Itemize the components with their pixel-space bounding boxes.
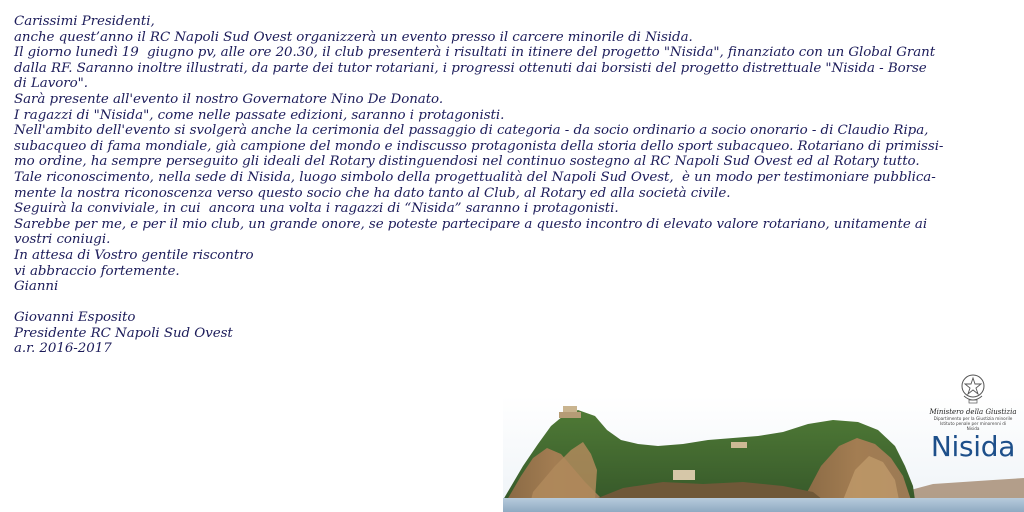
letter-line: Tale riconoscimento, nella sede di Nisida, luogo simbolo della progettualità del Napoli Sud Ovest, è un modo per testimoniare pubblica- [14, 169, 936, 185]
nisida-brand: Nisida [930, 430, 1016, 463]
letter-line: di Lavoro". [14, 76, 88, 92]
ministry-name: Ministero della Giustizia [929, 408, 1017, 416]
letter-body [14, 14, 1014, 357]
closing-line: In attesa di Vostro gentile riscontro [14, 247, 254, 263]
letter-line: Il giorno lunedì 19 giugno pv, alle ore 20.30, il club presenterà i risultati in itinere del progetto "Nisida", finanziato con un Global Grant [14, 45, 936, 61]
letter-line: I ragazzi di "Nisida", come nelle passate edizioni, saranno i protagonisti. [14, 107, 505, 123]
salutation: Carissimi Presidenti, [14, 14, 155, 29]
ministry-institute: Istituto penale per minorenni di [939, 421, 1007, 426]
letter-line: Nell'ambito dell'evento si svolgerà anche la cerimonia del passaggio di categoria - da socio ordinario a socio onorario - di Claudio Ripa, [14, 123, 929, 139]
signature-name: Giovanni Esposito [14, 310, 136, 326]
letter-line: Sarà presente all'evento il nostro Governatore Nino De Donato. [14, 91, 444, 107]
ministry-place: Nisida [966, 426, 980, 431]
closing-line: vi abbraccio fortemente. [14, 263, 180, 279]
letter-line: Sarebbe per me, e per il mio club, un grande onore, se poteste partecipare a questo incontro di elevato valore rotariano, unitamente ai [14, 216, 928, 232]
signature-year: a.r. 2016-2017 [14, 341, 112, 357]
ministry-department: Dipartimento per la Giustizia minorile [933, 416, 1013, 421]
letter-line: anche quest’anno il RC Napoli Sud Ovest organizzerà un evento presso il carcere minorile di Nisida. [14, 29, 693, 45]
letter-line: Seguirà la conviviale, in cui ancora una volta i ragazzi di “Nisida” saranno i protagonisti. [14, 201, 619, 217]
signature-title: Presidente RC Napoli Sud Ovest [14, 325, 233, 341]
sender-nickname: Gianni [14, 279, 59, 295]
letter-line: subacqueo di fama mondiale, già campione del mondo e indiscusso protagonista della storia dello sport subacqueo. Rotariano di primissi- [14, 138, 944, 154]
letter-line: vostri coniugi. [14, 232, 111, 248]
spacer [14, 295, 1014, 311]
letter-line: mente la nostra riconoscenza verso questo socio che ha dato tanto al Club, al Rotary ed alla società civile. [14, 185, 731, 201]
letter-line: mo ordine, ha sempre perseguito gli ideali del Rotary distinguendosi nel continuo sostegno al RC Napoli Sud Ovest ed al Rotary tutto. [14, 154, 920, 170]
nisida-logo [928, 372, 1018, 462]
italian-emblem-icon [960, 372, 986, 406]
letter-line: dalla RF. Saranno inoltre illustrati, da parte dei tutor rotariani, i progressi ottenuti dai borsisti del progetto distrettuale "Nisida - Borse [14, 60, 927, 76]
